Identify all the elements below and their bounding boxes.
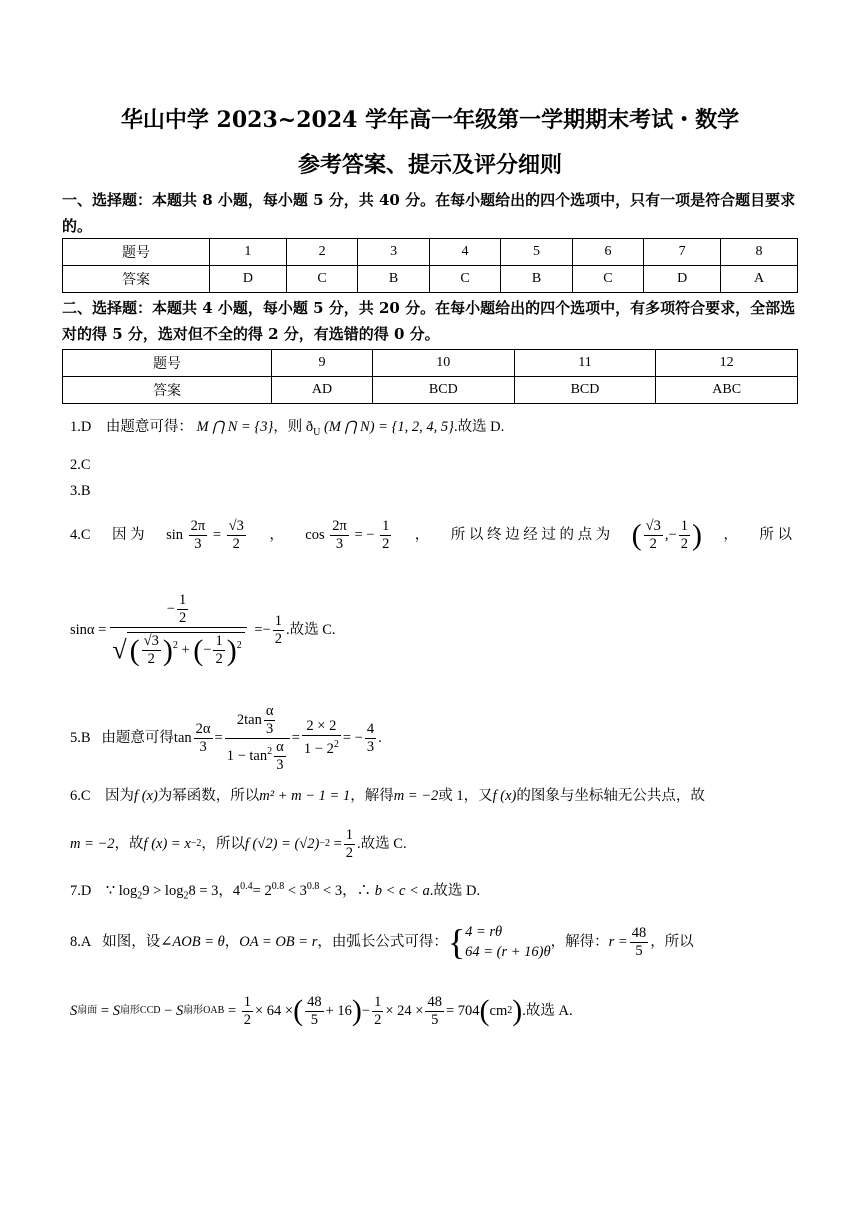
point-coordinates: ( $\frac{√3}{2}$ ,− $\frac{1}{2}$ ) (631, 517, 702, 552)
formula: = (333, 836, 342, 852)
numerator (225, 703, 290, 739)
table-cell: C (572, 266, 643, 293)
solution-label: 4.C (70, 527, 91, 543)
solution-text: 由题意可得 (101, 730, 174, 746)
denominator: 3 (199, 738, 207, 755)
formula: 1 − tan (226, 747, 268, 764)
table-cell: 12 (656, 350, 798, 377)
formula: × 64 × (255, 1003, 294, 1019)
fraction (425, 994, 444, 1029)
fraction (142, 633, 161, 668)
denominator: 2 (232, 535, 240, 552)
page-subtitle: 参考答案、提示及评分细则 (297, 152, 562, 178)
solution-5: 5.B 由题意可得 tan $\frac{2\alpha}{3}$ = 2tan $\frac{\alpha}{3}$ $1 - \tan^2$ $\frac{\alpha}{3}$ = $\frac{2 \times 2}{1 - 2^2}$ = − $\frac{4}{3}$ . (70, 702, 382, 773)
table-cell: 6 (572, 239, 643, 266)
numerator: 4 (366, 720, 375, 737)
table-cell: 5 (501, 239, 572, 266)
denominator: $1 - \tan^2$ $\frac{\alpha}{3}$ (226, 738, 284, 773)
formula: m² + m − 1 = 1 (259, 788, 351, 804)
formula: (M ⋂ N) = {1, 2, 4, 5} (324, 419, 454, 435)
denominator: 5 (310, 1011, 318, 1028)
table-cell: 1 (210, 239, 287, 266)
fraction (274, 739, 286, 774)
denominator: 2 (649, 535, 657, 552)
formula: log (118, 882, 138, 899)
solution-text: 所 以 (759, 527, 792, 543)
denominator: 2 (243, 1011, 251, 1028)
solution-1 (70, 417, 504, 443)
solution-text: 或 1，又 (438, 788, 493, 804)
formula: f (x) (134, 788, 158, 804)
formula: < 3， (323, 882, 357, 899)
section2-heading: 二、选择题：本题共 4 小题，每小题 5 分，共 20 分。在每小题给出的四个选项中，有多项符合要求，全部选对的得 5 分，选对但不全的得 2 分，有选错的得 0 分。 (62, 299, 796, 343)
fraction (305, 994, 324, 1029)
solution-text: ，解得 (350, 788, 394, 804)
table-cell: A (721, 266, 798, 293)
fraction (227, 518, 246, 553)
solution-text: .故选 C. (285, 622, 336, 638)
solution-text: 的图象与坐标轴无公共点，故 (516, 788, 705, 804)
solution-text: ，故 (114, 836, 144, 852)
fraction (177, 592, 188, 627)
formula: 8 = 3 (188, 882, 219, 899)
numerator: √3 (645, 517, 661, 534)
denominator: √ ( $\frac{√3}{2}$ )$^2$ + (− $\frac{1}{2}$ )$^2$ (110, 628, 246, 668)
numerator: 1 (274, 612, 282, 629)
table-cell: 11 (514, 350, 656, 377)
denominator: 3 (366, 738, 375, 755)
numerator (110, 592, 246, 628)
formula: S (175, 1003, 184, 1019)
solution-text: 因 为 (112, 527, 145, 543)
fraction (213, 633, 224, 668)
formula: ，4 (218, 882, 241, 899)
row-label: 题号 (63, 239, 210, 266)
formula: S (112, 1003, 120, 1019)
formula: − (366, 526, 375, 543)
numerator: 1 (680, 517, 688, 534)
denominator: 2 (274, 630, 282, 647)
formula: cos (305, 526, 325, 543)
solution-2: 2.C (70, 457, 91, 473)
solution-label: 7.D (70, 882, 92, 899)
solution-text: .故选 D. (429, 882, 481, 899)
fraction (679, 518, 690, 553)
denominator: 2 (178, 610, 187, 626)
fraction (630, 925, 649, 960)
formula: − (668, 526, 677, 543)
denominator: 2 (374, 1011, 382, 1028)
formula: f (x) = x (143, 836, 191, 852)
answer-table-1 (62, 238, 798, 293)
formula: OA = OB = r (239, 934, 318, 950)
solution-text: 因为 (105, 788, 135, 804)
numerator: 1 (345, 826, 354, 843)
fraction (372, 994, 383, 1029)
solution-7: 7.D ∵ $\log_29 > \log_28 = 3$，$4^{0.4}= 2^{0.8} < 3^{0.8} < 3$，∴ b < c < a.故选 D. (70, 881, 481, 902)
denominator: 3 (194, 535, 202, 552)
formula: r = (608, 934, 628, 950)
table-cell: 8 (721, 239, 798, 266)
solution-6-cont: m = −2 ，故 f (x) = x −2 ，所以 f (√2) = (√2) −2 = $\frac{1}{2}$ .故选 C. (70, 826, 407, 861)
numerator: √3 (228, 517, 244, 534)
fraction (225, 703, 290, 774)
table-row (63, 239, 798, 266)
table-cell: 10 (372, 350, 514, 377)
solution-3: 3.B (70, 483, 91, 499)
formula: f (√2) = (√2) (244, 836, 320, 852)
formula: = 704 (445, 1003, 480, 1019)
solution-label: 6.C (70, 788, 91, 804)
table-row (63, 377, 798, 404)
fraction (194, 721, 213, 756)
table-cell: 4 (429, 239, 500, 266)
table-cell: 7 (644, 239, 721, 266)
row-label: 题号 (63, 350, 272, 377)
fraction (273, 613, 284, 648)
formula-sin: sin $\frac{2\pi}{3}$ = $\frac{√3}{2}$ (166, 517, 244, 552)
formula: M ⋂ N = {3} (196, 419, 274, 435)
denominator: 2 (147, 651, 155, 667)
solution-8-cont: S 扇面 = S 扇形CCD − S 扇形OAB = $\frac{1}{2}$ × 64 × ( $\frac{48}{5}$ + 16 ) − $\frac{1}{2}$ × 24 × $\frac{48}{5}$ = 704 ( cm 2 ) .故选 A. (70, 993, 573, 1028)
denominator: 3 (335, 535, 344, 552)
formula: m = −2 (393, 788, 439, 804)
page-title: 华山中学 2023~2024 学年高一年级第一学期期末考试・数学 (120, 107, 740, 133)
numerator: √3 (143, 633, 159, 649)
fraction (189, 518, 208, 553)
numerator: α (276, 738, 284, 755)
solution-4-cont: sinα = − $\frac{1}{2}$ √ ( $\frac{√3}{2}$ )$^2$ + (− $\frac{1}{2}$ )$^2$ = − $\frac{1}{2}$ .故选 C. (70, 592, 336, 667)
table-cell: 2 (286, 239, 357, 266)
formula: < 3 (287, 882, 307, 899)
radicand: ( $\frac{√3}{2}$ )$^2$ + (− $\frac{1}{2}$ )$^2$ (127, 632, 245, 668)
denominator: 2 (345, 844, 354, 861)
formula: b < c < a (374, 882, 430, 899)
numerator: 48 (631, 924, 647, 941)
fraction (644, 518, 663, 553)
solution-text: ，解得： (550, 934, 609, 950)
table-cell: D (210, 266, 287, 293)
solution-label: 8.A (70, 934, 92, 950)
fraction (330, 518, 349, 553)
formula-sub: 扇形OAB (183, 1005, 225, 1016)
solution-text: .故选 C. (357, 836, 407, 852)
solution-text: ，则 (273, 419, 306, 435)
formula: ∵ (105, 882, 116, 899)
solution-text: ，所以 (650, 934, 694, 950)
formula: − (262, 622, 271, 638)
solution-text: 所 以 终 边 经 过 的 点 为 (450, 527, 611, 543)
numerator: 2π (190, 517, 206, 534)
solution-4: 4.C 因 为 sin $\frac{2\pi}{3}$ = $\frac{√3}{2}$ ， cos $\frac{2\pi}{3}$ = − $\frac{1}{2}$ ， 所 以 终 边 经 过 的 点 为 ( $\frac{√3}{2}$ ,− $\frac{1}{2}$ ) ， 所 以 (70, 517, 792, 552)
formula: + 16 (325, 1003, 352, 1019)
fraction (242, 994, 253, 1029)
fraction (110, 592, 246, 668)
formula: 9 > log (142, 882, 184, 899)
table-cell: C (429, 266, 500, 293)
table-cell: D (644, 266, 721, 293)
formula: 64 = (r + 16)θ (465, 944, 551, 960)
section1-heading: 一、选择题：本题共 8 小题，每小题 5 分，共 40 分。在每小题给出的四个选项中，只有一项是符合题目要求的。 (62, 191, 796, 235)
formula-cos: cos $\frac{2\pi}{3}$ = − $\frac{1}{2}$ (305, 517, 390, 552)
solution-text: 如图，设∠ (102, 934, 173, 950)
numerator: 2α (195, 720, 211, 737)
table-row (63, 350, 798, 377)
solution-text: .故选 A. (522, 1003, 573, 1019)
formula: × 24 × (385, 1003, 424, 1019)
table-cell: BCD (514, 377, 656, 404)
numerator: 1 (374, 993, 382, 1010)
numerator: 1 (382, 517, 390, 534)
denominator: $1 - 2^2$ (303, 739, 339, 757)
formula: ∴ (356, 882, 372, 899)
fraction (264, 703, 276, 738)
solution-label: 5.B (70, 730, 91, 746)
solution-6 (70, 786, 792, 806)
formula: tan (173, 730, 192, 746)
solution-text: 由题意可得： (105, 419, 193, 435)
row-label: 答案 (63, 377, 272, 404)
solution-text: ，所以 (201, 836, 245, 852)
table-cell: C (286, 266, 357, 293)
formula: sin (166, 526, 183, 543)
equation-system (465, 922, 551, 962)
formula-sub: U (313, 426, 321, 438)
fraction (380, 518, 391, 553)
denominator: 5 (635, 942, 643, 959)
numerator: 1 (243, 993, 251, 1010)
denominator: 2 (215, 651, 223, 667)
formula: f (x) (492, 788, 517, 804)
formula-sub: 扇面 (77, 1005, 98, 1016)
denominator: 5 (431, 1011, 439, 1028)
formula-sub: 扇形CCD (119, 1005, 161, 1016)
table-cell: B (358, 266, 429, 293)
numerator: 1 (215, 633, 223, 649)
formula: 4 = rθ (465, 924, 503, 940)
denominator: 2 (382, 535, 390, 552)
numerator: 2 × 2 (302, 718, 341, 736)
formula: sinα = (70, 622, 107, 638)
row-label: 答案 (63, 266, 210, 293)
formula: 1 − 2 (303, 740, 334, 757)
solution-text: 为幂函数，所以 (157, 788, 260, 804)
numerator: 1 (178, 592, 187, 608)
numerator: α (265, 702, 274, 719)
numerator: 2π (332, 517, 347, 534)
table-cell: B (501, 266, 572, 293)
solution-text: ， (224, 934, 240, 950)
solution-8: 8.A 如图，设∠ AOB = θ ， OA = OB = r ，由弧长公式可得： { 4 = rθ 64 = (r + 16)θ ，解得： r = $\frac{48}{5}$ ，所以 (70, 922, 694, 962)
denominator: 3 (276, 756, 284, 773)
answer-table-2 (62, 349, 798, 404)
solution-text: .故选 D. (453, 419, 505, 435)
formula: S (70, 1003, 78, 1019)
formula: AOB = θ (172, 934, 225, 950)
formula: cm (489, 1003, 508, 1019)
solution-text: ，由弧长公式可得： (317, 934, 448, 950)
table-cell: ABC (656, 377, 798, 404)
numerator: 48 (427, 993, 442, 1010)
fraction (365, 721, 376, 756)
formula: − (166, 600, 175, 617)
solution-label: 1.D (70, 419, 92, 435)
numerator: 48 (307, 993, 322, 1010)
fraction (302, 718, 341, 758)
table-cell: 3 (358, 239, 429, 266)
denominator: 3 (266, 720, 274, 737)
table-cell: BCD (372, 377, 514, 404)
formula: m = −2 (70, 836, 115, 852)
table-row (63, 266, 798, 293)
table-cell: 9 (272, 350, 373, 377)
formula: ð (305, 419, 314, 435)
denominator: 2 (680, 535, 688, 552)
formula: 2tan (236, 711, 262, 728)
formula: − (203, 641, 212, 658)
formula: = 2 (252, 882, 272, 899)
table-cell: AD (272, 377, 373, 404)
fraction (344, 827, 355, 862)
